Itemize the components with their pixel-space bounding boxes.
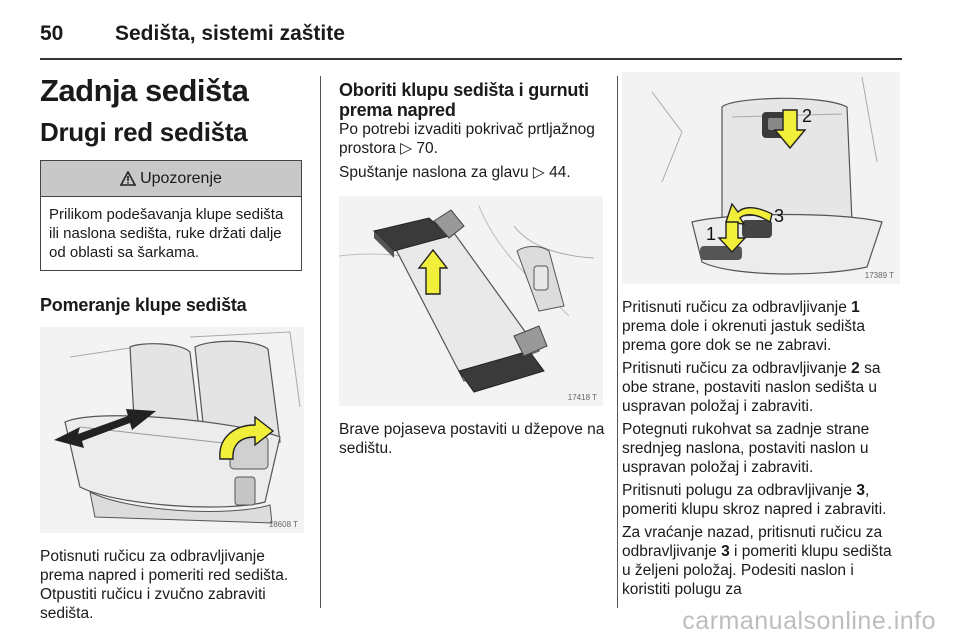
seat-fold-illustration — [622, 72, 900, 284]
paragraph-cargo-cover: Po potrebi izvaditi pokrivač prtljažnog prostora ▷ 70. — [339, 121, 595, 157]
page-title: Zadnja sedišta — [40, 73, 249, 108]
section-title-fold-seat: Oboriti klupu sedišta i gurnuti prema napred — [339, 80, 589, 120]
figure-move-seat — [40, 327, 304, 533]
callout-2: 2 — [802, 106, 813, 126]
page-ref-arrow-icon: ▷ — [400, 140, 413, 157]
middle-column — [339, 70, 607, 458]
seat-slide-illustration — [40, 327, 304, 533]
page-number: 50 — [40, 22, 64, 45]
instruction-paragraph: Za vraćanje nazad, pritisnuti ručicu za odbravljivanje 3 i pomeriti klupu sedišta u željeni položaj. Podesiti naslon i koristiti polugu za — [622, 524, 892, 598]
paragraph-belt-buckles: Brave pojaseva postaviti u džepove na sedištu. — [339, 421, 605, 457]
warning-header — [41, 161, 301, 197]
right-column — [622, 70, 904, 599]
callout-3: 3 — [774, 206, 785, 226]
figure-fold-seat — [622, 72, 900, 284]
chapter-title: Sedišta, sistemi zaštite — [115, 22, 345, 45]
warning-text: Prilikom podešavanja klupe sedišta ili naslona sedišta, ruke držati dalje od oblasti sa šarkama. — [49, 206, 284, 261]
figure-code: 18608 T — [268, 520, 298, 529]
figure-code: 17389 T — [864, 271, 894, 280]
instruction-list — [622, 298, 904, 599]
page-ref-arrow-icon: ▷ — [532, 164, 545, 181]
instruction-paragraph: Pritisnuti ručicu za odbravljivanje 2 sa obe strane, postaviti naslon sedišta u uspravan položaj i zabraviti. — [622, 360, 881, 415]
belt-buckle-illustration — [339, 196, 603, 406]
instruction-paragraph: Pritisnuti ručicu za odbravljivanje 1 prema dole i okrenuti jastuk sedišta prema gore dok se ne zabravi. — [622, 299, 865, 354]
warning-triangle-icon — [120, 171, 136, 186]
warning-title: Upozorenje — [140, 169, 222, 187]
warning-box — [40, 160, 302, 271]
watermark: carmanualsonline.info — [682, 607, 936, 635]
paragraph-move-seat: Potisnuti ručicu za odbravljivanje prema napred i pomeriti red sedišta. Otpustiti ručicu i zvučno zabraviti sedišta. — [40, 548, 289, 622]
instruction-paragraph: Pritisnuti polugu za odbravljivanje 3, pomeriti klupu skroz napred i zabraviti. — [622, 482, 887, 518]
figure-code: 17418 T — [567, 393, 597, 402]
column-divider-1 — [320, 76, 321, 608]
paragraph-headrest: Spuštanje naslona za glavu ▷ 44. — [339, 164, 571, 181]
instruction-paragraph: Potegnuti rukohvat sa zadnje strane srednjeg naslona, postaviti naslon u uspravan položaj i zabraviti. — [622, 421, 870, 476]
figure-belt-buckles — [339, 196, 603, 406]
left-column — [40, 70, 305, 623]
callout-1: 1 — [706, 224, 717, 244]
header-divider — [40, 58, 902, 60]
section-title-move-seat: Pomeranje klupe sedišta — [40, 295, 247, 315]
page-header — [40, 18, 902, 50]
column-divider-2 — [617, 76, 618, 608]
subsection-title: Drugi red sedišta — [40, 117, 248, 147]
